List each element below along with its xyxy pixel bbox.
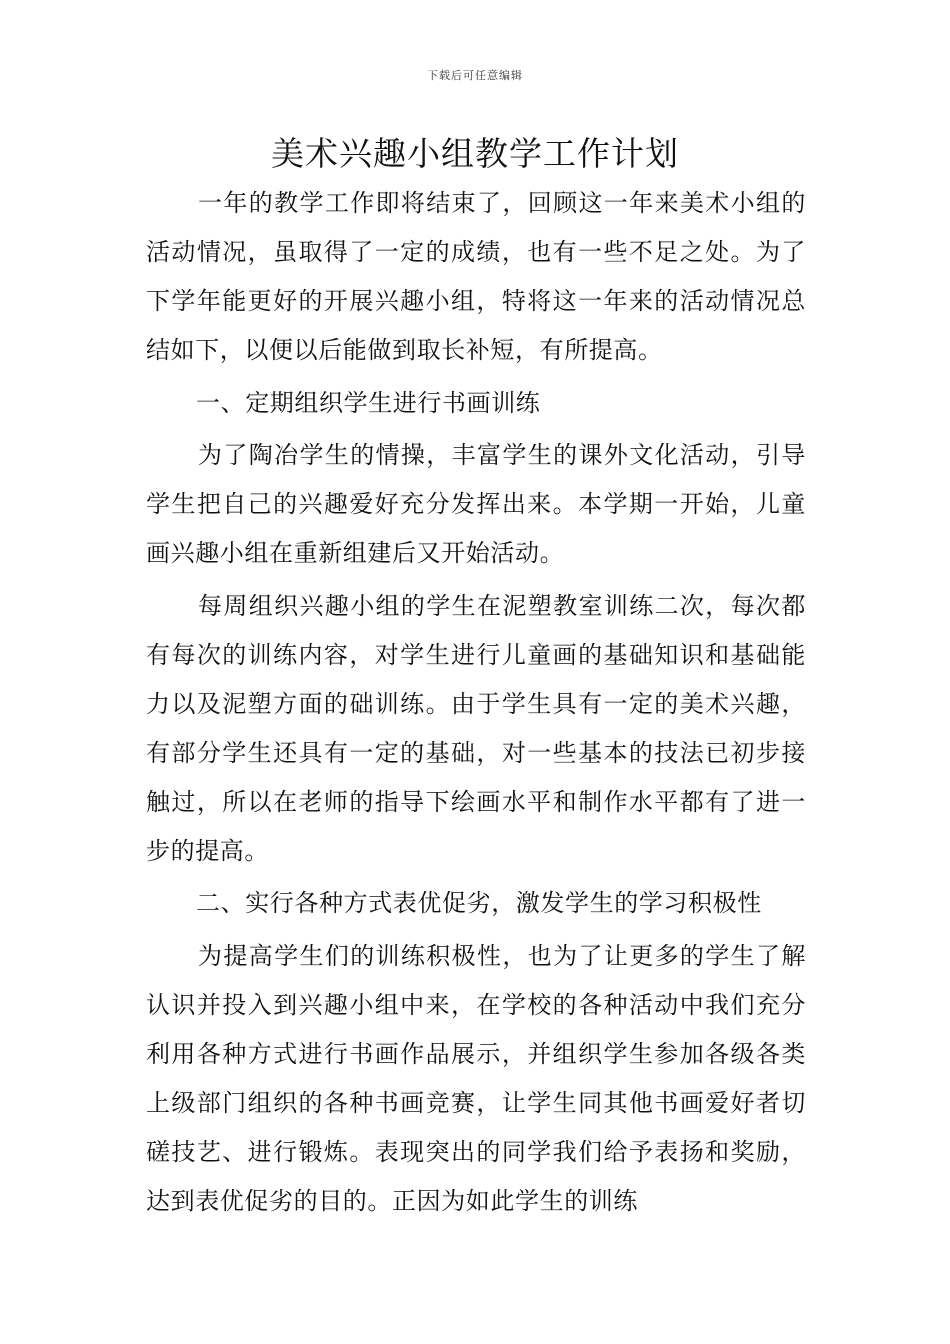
section-heading-1: 一、定期组织学生进行书画训练: [196, 388, 541, 417]
section-heading-2: 二、实行各种方式表优促劣，激发学生的学习积极性: [196, 889, 762, 917]
header-note: 下载后可任意编辑: [427, 69, 523, 82]
document-body: [146, 179, 806, 1229]
paragraph-section2-a: 为提高学生们的训练积极性，也为了让更多的学生了解认识并投入到兴趣小组中来，在学校的各种活动中我们充分利用各种方式进行书画作品展示，并组织学生参加各级各类上级部门组织的各种书画竞赛，让学生同其他书画爱好者切磋技艺、进行锻炼。表现突出的同学我们给予表扬和奖励，达到表优促劣的目的。正因为如此学生的训练: [146, 941, 806, 1215]
document-title: 美术兴趣小组教学工作计划: [271, 134, 679, 173]
paragraph-intro: 一年的教学工作即将结束了，回顾这一年来美术小组的活动情况，虽取得了一定的成绩，也有一些不足之处。为了下学年能更好的开展兴趣小组，特将这一年来的活动情况总结如下，以便以后能做到取长补短，有所提高。: [146, 189, 806, 364]
paragraph-section1-a: 为了陶冶学生的情操，丰富学生的课外文化活动，引导学生把自己的兴趣爱好充分发挥出来。本学期一开始，儿童画兴趣小组在重新组建后又开始活动。: [146, 441, 806, 567]
paragraph-section1-b: 每周组织兴趣小组的学生在泥塑教室训练二次，每次都有每次的训练内容，对学生进行儿童画的基础知识和基础能力以及泥塑方面的础训练。由于学生具有一定的美术兴趣，有部分学生还具有一定的基础，对一些基本的技法已初步接触过，所以在老师的指导下绘画水平和制作水平都有了进一步的提高。: [146, 591, 806, 865]
